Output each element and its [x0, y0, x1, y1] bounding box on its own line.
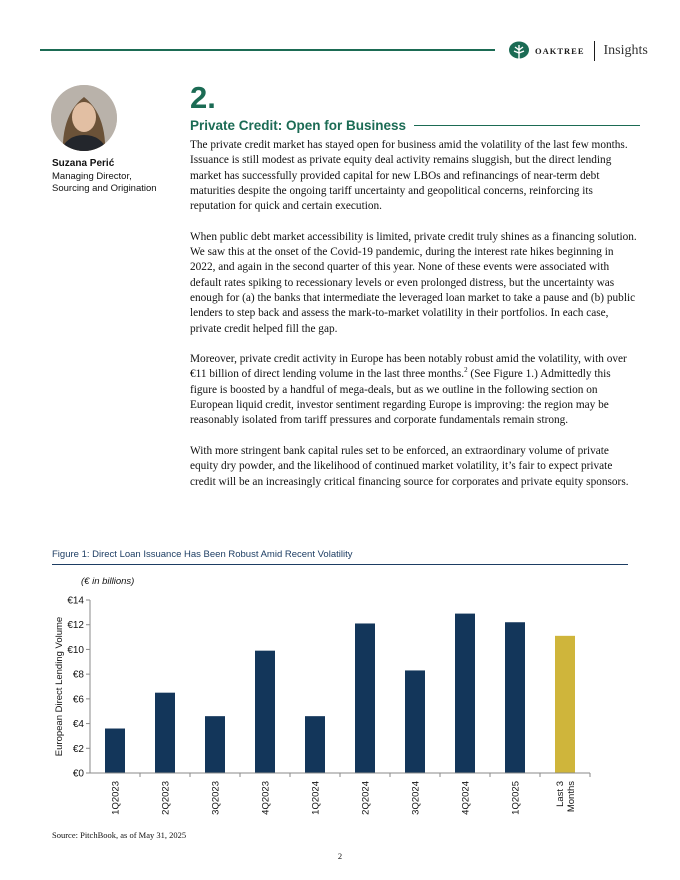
- paragraph-3-text: Moreover, private credit activity in Europe has been notably robust amid the volatility, with over €11 billion of direct lending volume in the last three months.: [190, 353, 627, 381]
- bar-1q2025: [505, 622, 525, 773]
- bar-2q2024: [355, 623, 375, 773]
- paragraph-3-tail: (See Figure 1.) Admittedly this figure is boosted by a handful of mega-deals, but as we outline in the following section on European liquid credit, investor sentiment regarding Europe is improving: the region may be reasonably isolated from tariff pressures and corporate fundamentals remain strong.: [190, 368, 611, 427]
- author-title: Managing Director, Sourcing and Origination: [52, 171, 157, 194]
- section-title-rule: [414, 125, 640, 126]
- author-portrait-icon: [51, 85, 117, 151]
- x-tick-label: 3Q2023: [210, 781, 222, 815]
- paragraph-4: With more stringent bank capital rules set to be enforced, an extraordinary volume of private equity dry powder, and the likelihood of continued market volatility, it’s fair to expect private credit will be an increasingly critical financing source for corporates and private equity sponsors.: [190, 444, 629, 488]
- source-note: Source: PitchBook, as of May 31, 2025: [52, 830, 187, 840]
- bar-1q2024: [305, 716, 325, 773]
- page-number: 2: [337, 851, 343, 861]
- section-title-row: [190, 118, 640, 133]
- y-tick-label: €2: [72, 743, 84, 755]
- paragraph-1: The private credit market has stayed open for business amid the volatility of the last few months. Issuance is still modest as private equity deal activity remains sluggish, but the direct lending market has successfully provided capital for new LBOs and refinancings of near-term debt maturities despite the ongoing tariff uncertainty and geopolitical concerns, reinforcing its reputation for quick and certain execution.: [190, 139, 628, 213]
- x-axis: [90, 773, 590, 815]
- direct-lending-chart: [40, 590, 630, 822]
- y-tick-label: €14: [67, 595, 84, 607]
- brand-name: OAKTREE: [535, 46, 585, 56]
- brand-section-label: Insights: [603, 43, 648, 58]
- y-tick-label: €6: [72, 694, 84, 706]
- x-tick-label: 1Q2024: [310, 781, 322, 815]
- figure-title: Figure 1: Direct Loan Issuance Has Been Robust Amid Recent Volatility: [52, 549, 353, 560]
- y-tick-label: €8: [72, 669, 84, 681]
- oaktree-logo-icon: [508, 41, 530, 61]
- brand-header: [508, 40, 648, 62]
- y-tick-label: €4: [72, 719, 84, 731]
- bar-4q2023: [255, 651, 275, 773]
- author-photo: [51, 85, 117, 151]
- bar-1q2023: [105, 729, 125, 773]
- header-rule: [40, 49, 495, 51]
- bar-3q2024: [405, 670, 425, 773]
- bar-3q2023: [205, 716, 225, 773]
- brand-divider: [594, 41, 595, 61]
- section-number: 2.: [190, 80, 216, 115]
- paragraph-2: When public debt market accessibility is limited, private credit truly shines as a financing solution. We saw this at the onset of the Covid-19 pandemic, during the interest rate hikes beginning in 2022, and again in the second quarter of this year. None of these events were associated with default rates spiking to recessionary levels or even prolonged distress, but the uncertainty was enough for (a) the banks that intermediate the leveraged loan market to take a pause and (b) public lenders to step back and assess the mark-to-market volatility in their portfolios. In each case, private credit helped fill the gap.: [190, 230, 637, 335]
- bar-last-3-months: [555, 636, 575, 773]
- bar-4q2024: [455, 614, 475, 773]
- chart-units: (€ in billions): [81, 576, 135, 587]
- x-tick-label: 1Q2023: [110, 781, 122, 815]
- y-tick-label: €12: [67, 620, 84, 632]
- y-axis: [67, 596, 90, 780]
- x-tick-label: 1Q2025: [510, 781, 522, 815]
- bar-2q2023: [155, 693, 175, 773]
- x-tick-label: 2Q2023: [160, 781, 172, 815]
- paragraph-3: [190, 352, 637, 428]
- bars: [105, 614, 575, 773]
- section-title: Private Credit: Open for Business: [190, 118, 407, 133]
- x-tick-label: Last 3Months: [555, 781, 577, 813]
- y-tick-label: €10: [67, 644, 84, 656]
- figure-rule: [52, 564, 628, 565]
- x-tick-label: 4Q2023: [260, 781, 272, 815]
- y-tick-label: €0: [72, 768, 84, 780]
- x-tick-label: 3Q2024: [410, 781, 422, 815]
- footnote-ref: 2: [464, 366, 468, 375]
- article-body: [190, 138, 637, 505]
- x-tick-label: 2Q2024: [360, 781, 372, 815]
- x-tick-label: 4Q2024: [460, 781, 472, 815]
- author-name: Suzana Perić: [52, 158, 115, 169]
- y-axis-title: European Direct Lending Volume: [54, 616, 65, 757]
